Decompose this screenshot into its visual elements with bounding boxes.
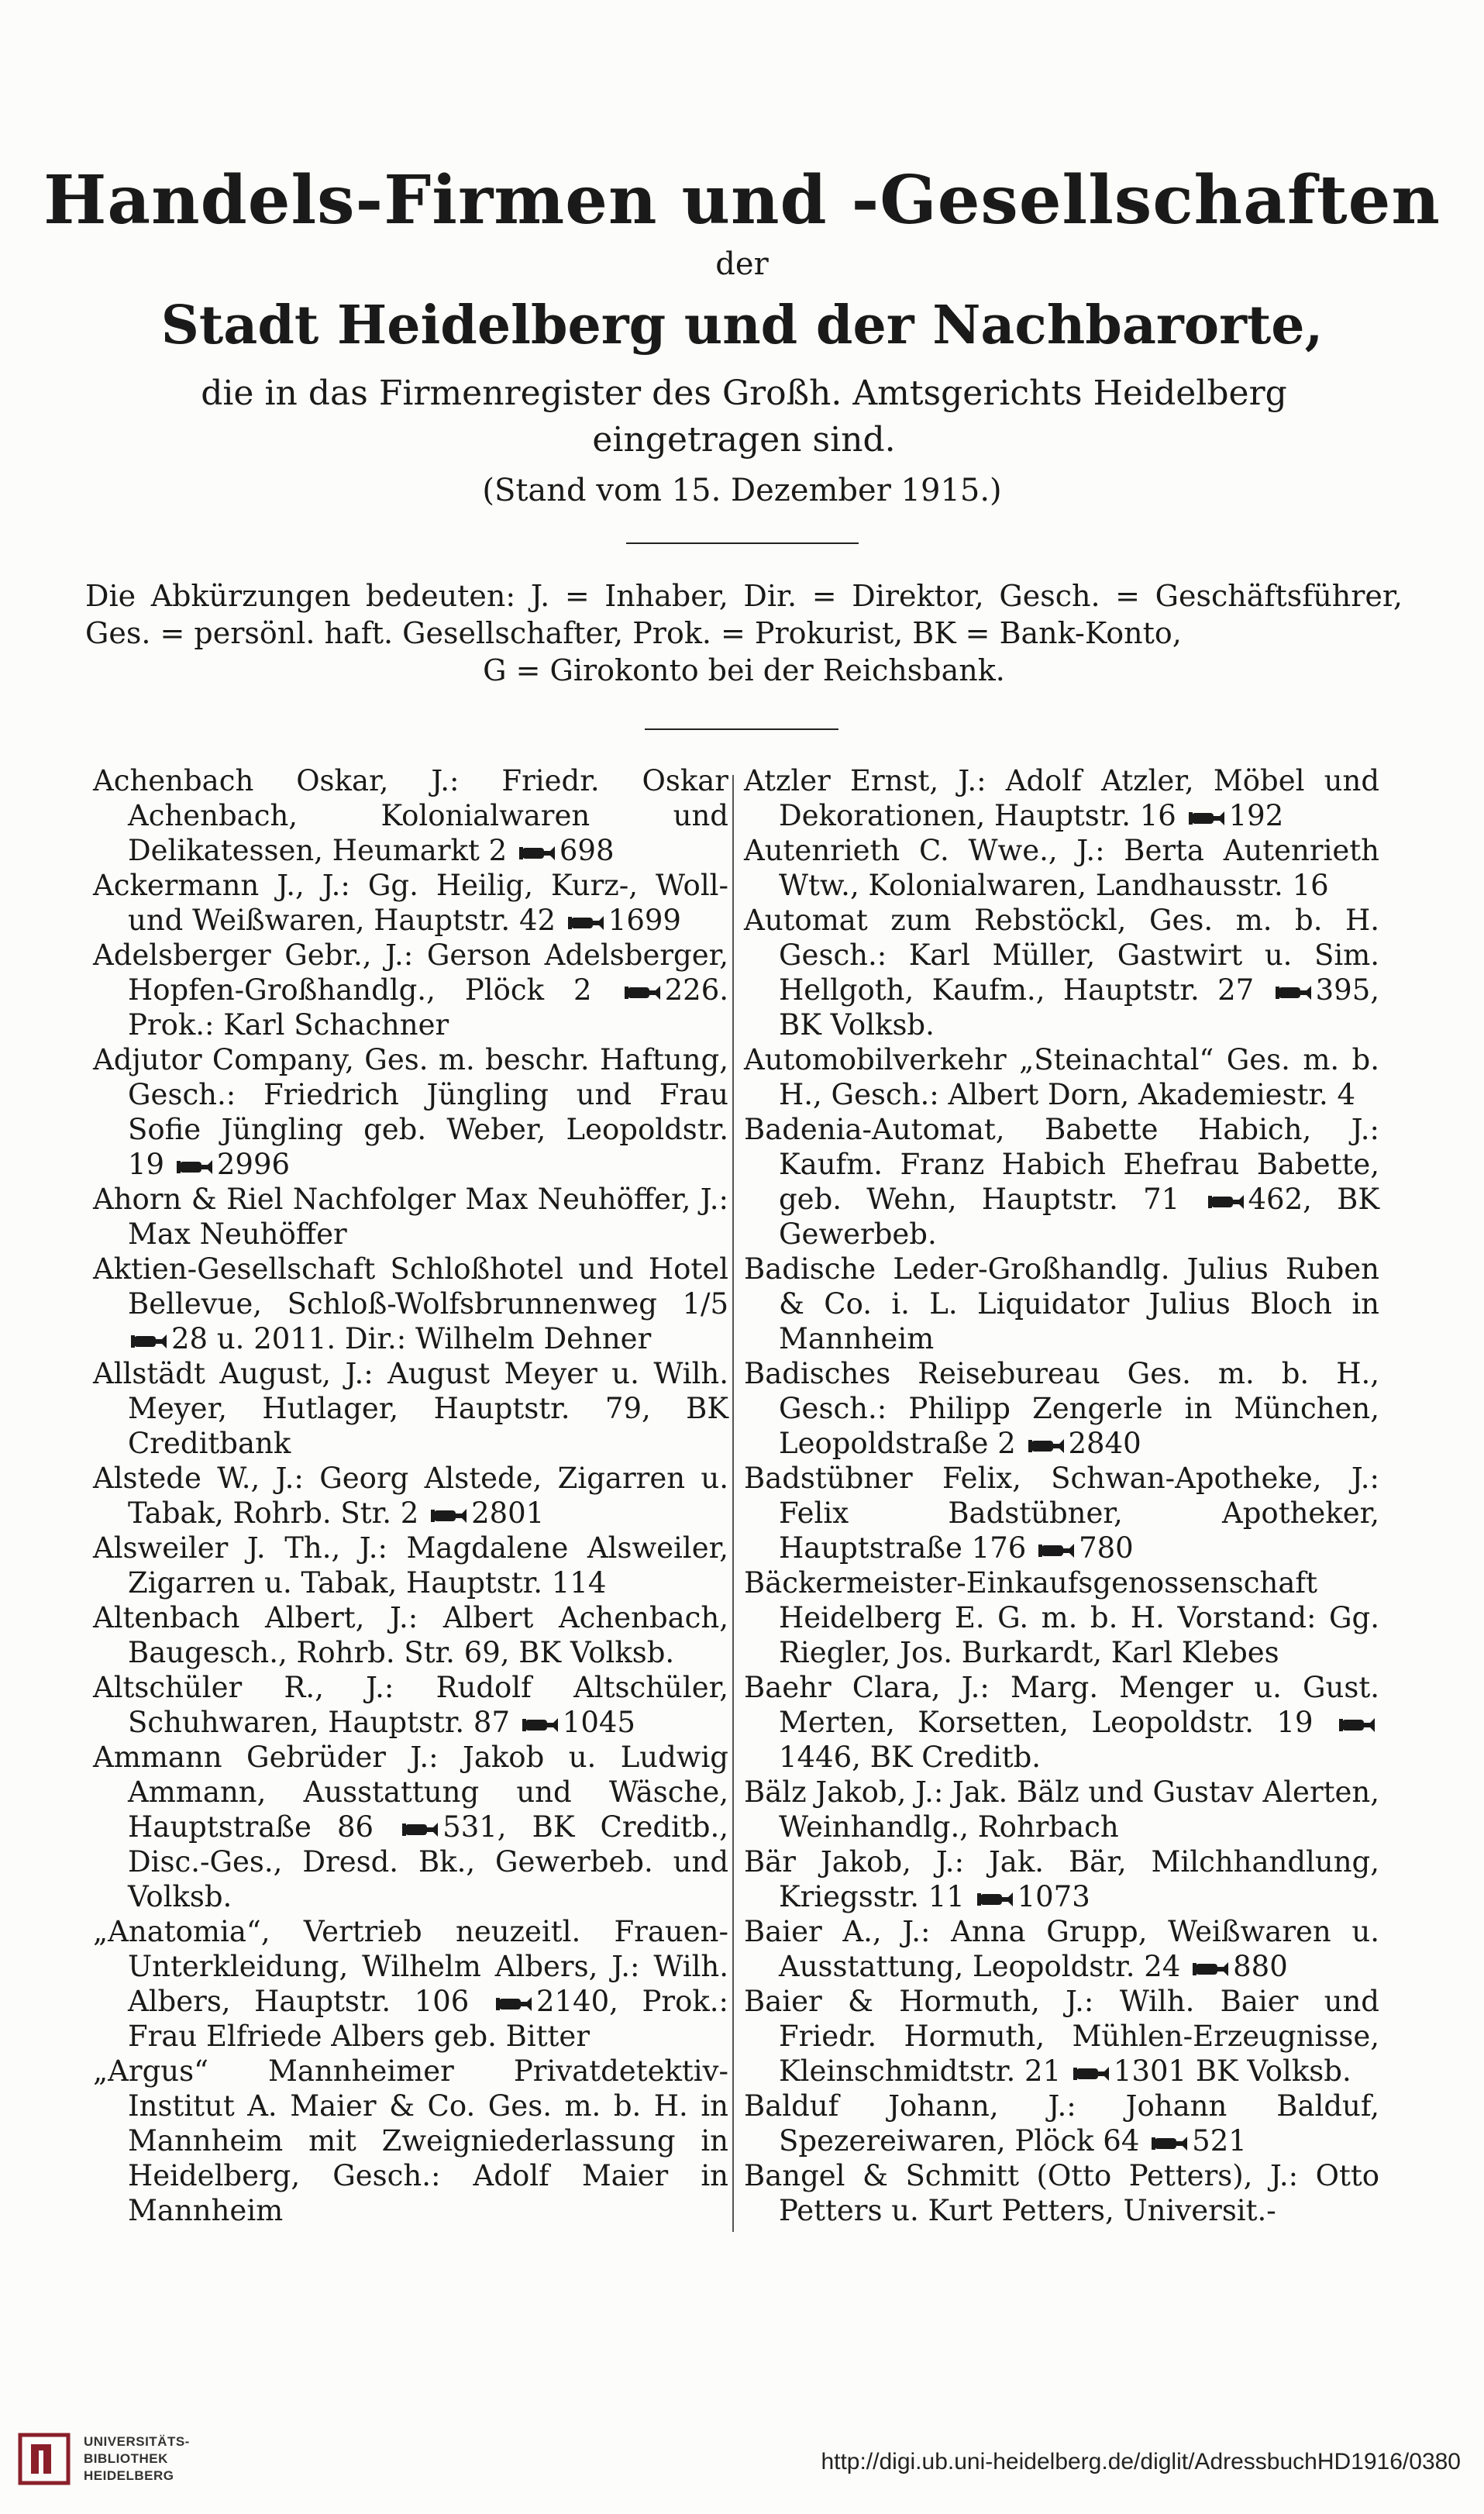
telephone-icon <box>431 1507 468 1524</box>
firm-entry-text: „Argus“ Mannheimer Privatdetektiv-Institut A. Maier & Co. Ges. m. b. H. in Mannheim mit Zweigniederlassung in Heidelberg, Gesch.: Adolf Maier in Mannheim <box>93 2054 728 2227</box>
firm-entry <box>744 1042 1379 1112</box>
firm-entry-text: Bär Jakob, J.: Jak. Bär, Milchhandlung, Kriegsstr. 11 <box>744 1845 1379 1913</box>
phone-number: 780 <box>1079 1531 1134 1565</box>
telephone-icon <box>496 1996 533 2013</box>
firm-entry <box>744 903 1379 1042</box>
telephone-icon <box>131 1333 168 1350</box>
phone-number: 1301 <box>1113 2054 1187 2088</box>
library-logo-icon <box>17 2432 71 2486</box>
firm-entry-text: Bäckermeister-Einkaufsgenossenschaft Heidelberg E. G. m. b. H. Vorstand: Gg. Riegler, Jos. Burkardt, Karl Klebes <box>744 1566 1379 1669</box>
firm-entry-text: Alsweiler J. Th., J.: Magdalene Alsweiler, Zigarren u. Tabak, Hauptstr. 114 <box>93 1531 728 1600</box>
logo-line: UNIVERSITÄTS- <box>84 2434 190 2449</box>
firm-entry <box>93 1182 728 1252</box>
firm-entry <box>744 1112 1379 1252</box>
left-column <box>93 763 728 2228</box>
phone-number: 1045 <box>562 1706 635 1739</box>
firm-entry-extra: BK Volksb. <box>1195 2054 1351 2088</box>
firm-entry <box>93 868 728 938</box>
telephone-icon <box>519 845 556 862</box>
telephone-icon <box>1189 810 1226 827</box>
telephone-icon <box>402 1821 439 1838</box>
firm-entry <box>744 833 1379 903</box>
firm-entry <box>744 1984 1379 2089</box>
firm-entry-text: Altschüler R., J.: Rudolf Altschüler, Schuhwaren, Hauptstr. 87 <box>93 1671 728 1739</box>
firm-entry-text: Bangel & Schmitt (Otto Petters), J.: Otto Petters u. Kurt Petters, Universit.- <box>744 2159 1379 2227</box>
logo-line: BIBLIOTHEK <box>84 2451 168 2466</box>
firm-entry <box>93 763 728 868</box>
firm-entry-text: Baehr Clara, J.: Marg. Menger u. Gust. Merten, Korsetten, Leopoldstr. 19 <box>744 1671 1379 1739</box>
divider-rule <box>645 728 838 730</box>
telephone-icon <box>1276 984 1313 1001</box>
firm-entry <box>744 1356 1379 1461</box>
firm-entry <box>93 1670 728 1740</box>
telephone-icon <box>1208 1193 1245 1211</box>
logo-line: HEIDELBERG <box>84 2468 174 2483</box>
divider-rule <box>626 542 859 544</box>
abbreviations-line2: G = Girokonto bei der Reichsbank. <box>483 653 1005 687</box>
phone-number: 192 <box>1228 799 1284 832</box>
firm-entry-text: Ackermann J., J.: Gg. Heilig, Kurz-, Woll- und Weißwaren, Hauptstr. 42 <box>93 869 728 937</box>
firm-entry-text: Badenia-Automat, Babette Habich, J.: Kaufm. Franz Habich Ehefrau Babette, geb. Wehn, Hauptstr. 71 <box>744 1113 1379 1216</box>
phone-number: 2996 <box>216 1148 291 1181</box>
telephone-icon <box>1073 2065 1110 2082</box>
firm-entry-text: Altenbach Albert, J.: Albert Achenbach, Baugesch., Rohrb. Str. 69, BK Volksb. <box>93 1601 728 1669</box>
phone-number: 28 u. 2011. <box>171 1322 336 1355</box>
phone-number: 521 <box>1192 2124 1247 2158</box>
page-footer <box>0 2402 1484 2514</box>
firm-entry-text: Baier A., J.: Anna Grupp, Weißwaren u. Ausstattung, Leopoldstr. 24 <box>744 1915 1379 1983</box>
phone-number: 698 <box>559 834 615 867</box>
telephone-icon <box>568 914 605 932</box>
firm-entry-extra: BK Creditb. <box>869 1741 1042 1774</box>
firm-entry-text: Atzler Ernst, J.: Adolf Atzler, Möbel und Dekorationen, Hauptstr. 16 <box>744 764 1379 832</box>
phone-number: 2801 <box>471 1496 545 1530</box>
phone-number: 1446, <box>779 1741 861 1774</box>
library-logo-text <box>84 2433 190 2485</box>
firm-entry <box>744 1252 1379 1356</box>
telephone-icon <box>625 984 662 1001</box>
firm-entry-text: Ahorn & Riel Nachfolger Max Neuhöffer, J.: Max Neuhöffer <box>93 1183 728 1251</box>
firm-entry-text: Allstädt August, J.: August Meyer u. Wilh. Meyer, Hutlager, Hauptstr. 79, BK Creditbank <box>93 1357 728 1460</box>
firm-entry <box>93 1914 728 2054</box>
phone-number: 531, <box>442 1810 507 1844</box>
firm-entry <box>93 1356 728 1461</box>
firm-entry-text: „Anatomia“, Vertrieb neuzeitl. Frauen-Unterkleidung, Wilhelm Albers, J.: Wilh. Albers, Hauptstr. 106 <box>93 1915 728 2018</box>
phone-number: 1073 <box>1017 1880 1090 1913</box>
firm-entry-text: Adjutor Company, Ges. m. beschr. Haftung, Gesch.: Friedrich Jüngling und Frau Sofie Jüngling geb. Weber, Leopoldstr. 19 <box>93 1043 728 1181</box>
abbreviations-legend <box>85 577 1403 689</box>
firm-entry <box>93 1600 728 1670</box>
firm-entry-text: Bälz Jakob, J.: Jak. Bälz und Gustav Alerten, Weinhandlg., Rohrbach <box>744 1775 1379 1844</box>
subtitle-der: der <box>715 246 769 282</box>
firm-entry-extra: Prok.: Karl Schachner <box>128 1008 449 1042</box>
phone-number: 2140, <box>535 1985 618 2018</box>
telephone-icon <box>177 1159 214 1176</box>
firm-entry-text: Adelsberger Gebr., J.: Gerson Adelsberger, Hopfen-Großhandlg., Plöck 2 <box>93 938 728 1007</box>
telephone-icon <box>1038 1542 1076 1559</box>
telephone-icon <box>1152 2135 1189 2152</box>
firm-entry-extra: BK Gewerbeb. <box>779 1183 1380 1251</box>
firm-entry <box>93 1461 728 1531</box>
phone-number: 1699 <box>608 904 681 937</box>
firm-entry <box>744 1914 1379 1984</box>
telephone-icon <box>977 1891 1014 1908</box>
abbreviations-line1: Die Abkürzungen bedeuten: J. = Inhaber, Dir. = Direktor, Gesch. = Geschäftsführer, Ges. = persönl. haft. Gesellschafter, Prok. = Prokurist, BK = Bank-Konto, <box>85 579 1403 650</box>
subtitle-stand: (Stand vom 15. Dezember 1915.) <box>482 473 1002 508</box>
phone-number: 226. <box>664 973 728 1007</box>
firm-entry-text: Badische Leder-Großhandlg. Julius Ruben & Co. i. L. Liquidator Julius Bloch in Mannheim <box>744 1252 1379 1355</box>
telephone-icon <box>1028 1438 1066 1455</box>
firm-entry-text: Automobilverkehr „Steinachtal“ Ges. m. b. H., Gesch.: Albert Dorn, Akademiestr. 4 <box>744 1043 1379 1111</box>
phone-number: 395, <box>1315 973 1379 1007</box>
telephone-icon <box>1193 1961 1230 1978</box>
subtitle-city: Stadt Heidelberg und der Nachbarorte, <box>160 294 1324 356</box>
firm-entry <box>744 1775 1379 1844</box>
firm-entry-text: Alstede W., J.: Georg Alstede, Zigarren u. Tabak, Rohrb. Str. 2 <box>93 1462 728 1530</box>
firm-entry <box>744 1844 1379 1914</box>
telephone-icon <box>522 1717 560 1734</box>
subtitle-description: die in das Firmenregister des Großh. Amtsgerichts Heidelberg eingetragen sind. <box>201 374 1287 460</box>
firm-entry <box>93 1252 728 1356</box>
column-divider <box>732 775 734 2232</box>
source-url-link[interactable]: http://digi.ub.uni-heidelberg.de/diglit/AdressbuchHD1916/0380 <box>821 2449 1461 2474</box>
firm-entry-text: Badstübner Felix, Schwan-Apotheke, J.: Felix Badstübner, Apotheker, Hauptstraße 176 <box>744 1462 1379 1565</box>
firm-entry-extra: Dir.: Wilhelm Dehner <box>344 1322 652 1355</box>
firm-entry <box>93 1042 728 1182</box>
firm-entry <box>744 1565 1379 1670</box>
firm-entry-text: Automat zum Rebstöckl, Ges. m. b. H. Gesch.: Karl Müller, Gastwirt u. Sim. Hellgoth, Kaufm., Hauptstr. 27 <box>744 904 1379 1007</box>
phone-number: 462, <box>1248 1183 1312 1216</box>
firm-entry <box>744 2089 1379 2158</box>
firm-entry <box>744 1461 1379 1565</box>
page-title: Handels-Firmen und -Gesellschaften <box>43 161 1441 239</box>
right-column <box>744 763 1379 2228</box>
firm-entry <box>744 1670 1379 1775</box>
firm-entry-text: Ammann Gebrüder J.: Jakob u. Ludwig Ammann, Ausstattung und Wäsche, Hauptstraße 86 <box>93 1741 728 1844</box>
firm-entry-text: Autenrieth C. Wwe., J.: Berta Autenrieth Wtw., Kolonialwaren, Landhausstr. 16 <box>744 834 1379 902</box>
firm-entry-text: Aktien-Gesellschaft Schloßhotel und Hotel Bellevue, Schloß-Wolfsbrunnenweg 1/5 <box>93 1252 728 1321</box>
firm-entry <box>744 763 1379 833</box>
firm-entry-text: Badisches Reisebureau Ges. m. b. H., Gesch.: Philipp Zengerle in München, Leopoldstraße 2 <box>744 1357 1379 1460</box>
phone-number: 880 <box>1233 1950 1288 1983</box>
phone-number: 2840 <box>1068 1427 1141 1460</box>
firm-entry-text: Achenbach Oskar, J.: Friedr. Oskar Achenbach, Kolonialwaren und Delikatessen, Heumarkt 2 <box>93 764 728 867</box>
firm-entry <box>93 1531 728 1600</box>
firm-entry-extra: Prok.: Frau Elfriede Albers geb. Bitter <box>128 1985 729 2053</box>
firm-entry-text: Baier & Hormuth, J.: Wilh. Baier und Friedr. Hormuth, Mühlen-Erzeugnisse, Kleinschmidtstr. 21 <box>744 1985 1379 2088</box>
firm-entry <box>93 1740 728 1914</box>
firm-entry <box>93 2054 728 2228</box>
telephone-icon <box>1339 1717 1376 1734</box>
firm-entry-extra: BK Creditb., Disc.-Ges., Dresd. Bk., Gewerbeb. und Volksb. <box>128 1810 729 1913</box>
firm-entry-extra: BK Volksb. <box>779 1008 935 1042</box>
firm-entry <box>744 2158 1379 2228</box>
firm-entry <box>93 938 728 1042</box>
firm-entry-text: Balduf Johann, J.: Johann Balduf, Spezereiwaren, Plöck 64 <box>744 2089 1379 2158</box>
